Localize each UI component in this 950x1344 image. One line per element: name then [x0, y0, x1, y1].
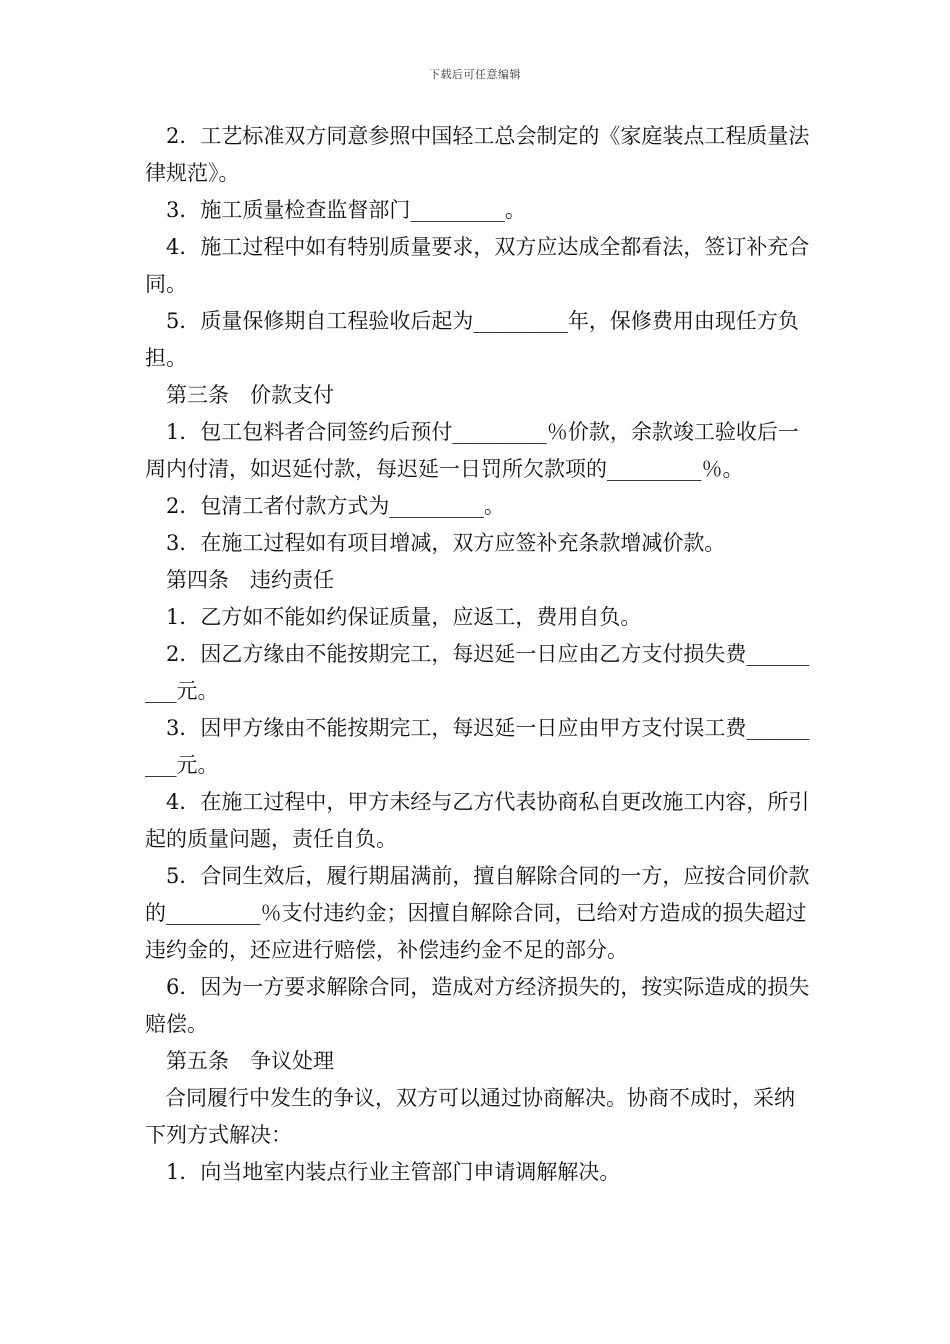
article-4-item-3: 3．因甲方缘由不能按期完工，每迟延一日应由甲方支付误工费_________元。 [145, 716, 810, 777]
article-3-item-1: 1．包工包料者合同签约后预付_________％价款，余款竣工验收后一周内付清，如迟延付款，每迟延一日罚所欠款项的_________％。 [145, 420, 799, 481]
article-3-item-2: 2．包清工者付款方式为_________。 [166, 494, 505, 518]
page-header: 下载后可任意编辑 [429, 68, 521, 81]
article-3-heading: 第三条 价款支付 [166, 383, 334, 407]
article-3-item-3: 3．在施工过程如有项目增减，双方应签补充条款增减价款。 [166, 531, 726, 555]
article-4-item-5: 5．合同生效后，履行期届满前，擅自解除合同的一方，应按合同价款的_________％支付违约金；因擅自解除合同，已给对方造成的损失超过违约金的，还应进行赔偿，补偿违约金不足的部分。 [145, 864, 810, 962]
article-5-intro: 合同履行中发生的争议，双方可以通过协商解决。协商不成时，采纳下列方式解决： [145, 1086, 795, 1147]
article-5-heading: 第五条 争议处理 [166, 1049, 334, 1073]
clause-3-supervision-dept: 3．施工质量检查监督部门_________。 [166, 198, 526, 222]
article-4-item-1: 1．乙方如不能如约保证质量，应返工，费用自负。 [166, 605, 642, 629]
clause-2-quality-standard: 2．工艺标准双方同意参照中国轻工总会制定的《家庭装点工程质量法律规范》。 [145, 124, 810, 185]
article-5-item-1: 1．向当地室内装点行业主管部门申请调解解决。 [166, 1160, 621, 1184]
article-4-item-4: 4．在施工过程中，甲方未经与乙方代表协商私自更改施工内容，所引起的质量问题，责任自负。 [145, 790, 810, 851]
article-4-item-6: 6．因为一方要求解除合同，造成对方经济损失的，按实际造成的损失赔偿。 [145, 975, 810, 1036]
article-4-heading: 第四条 违约责任 [166, 568, 334, 592]
article-4-item-2: 2．因乙方缘由不能按期完工，每迟延一日应由乙方支付损失费_________元。 [145, 642, 810, 703]
document-body [145, 118, 813, 1191]
clause-4-special-requirements: 4．施工过程中如有特别质量要求，双方应达成全都看法，签订补充合同。 [145, 235, 810, 296]
clause-5-warranty-period: 5．质量保修期自工程验收后起为_________年，保修费用由现任方负担。 [145, 309, 799, 370]
